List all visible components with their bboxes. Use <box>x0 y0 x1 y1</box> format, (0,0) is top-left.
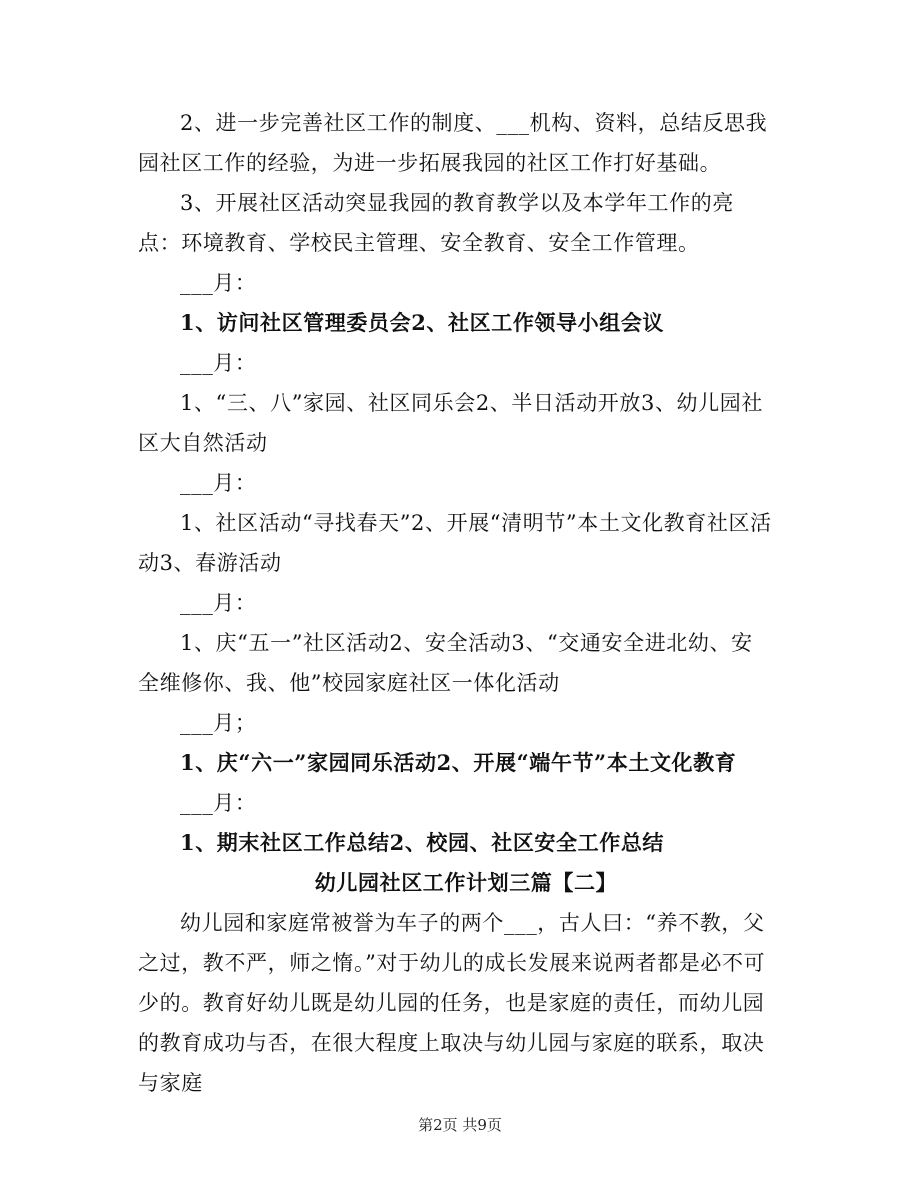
paragraph-plan-item-2: 2、进一步完善社区工作的制度、___机构、资料，总结反思我园社区工作的经验，为进一步拓展我园的社区工作打好基础。 <box>138 111 768 175</box>
month-label: ___月： <box>180 351 257 375</box>
month-activities: 1、访问社区管理委员会2、社区工作领导小组会议 <box>180 310 665 335</box>
month-label: ___月； <box>180 711 257 735</box>
month-activities: 1、庆“五一”社区活动2、安全活动3、“交通安全进北幼、安全维修你、我、他”校园家庭社区一体化活动 <box>138 631 753 695</box>
section-heading: 幼儿园社区工作计划三篇【二】 <box>314 870 618 895</box>
month-activities: 1、期末社区工作总结2、校园、社区安全工作总结 <box>180 830 665 855</box>
month-label: ___月： <box>180 471 257 495</box>
month-activities: 1、社区活动“寻找春天”2、开展“清明节”本土文化教育社区活动3、春游活动 <box>138 511 772 575</box>
paragraph-plan-item-3: 3、开展社区活动突显我园的教育教学以及本学年工作的亮点：环境教育、学校民主管理、安全教育、安全工作管理。 <box>138 191 734 255</box>
month-label: ___月： <box>180 791 257 815</box>
month-label: ___月： <box>180 591 257 615</box>
page-number-footer: 第2页 共9页 <box>418 1116 502 1134</box>
month-activities: 1、庆“六一”家园同乐活动2、开展“端午节”本土文化教育 <box>180 750 737 775</box>
month-label: ___月： <box>180 271 257 295</box>
intro-paragraph: 幼儿园和家庭常被誉为车子的两个___，古人曰：“养不教，父之过，教不严，师之惰。”对于幼儿的成长发展来说两者都是必不可少的。教育好幼儿既是幼儿园的任务，也是家庭的责任，而幼儿园的教育成功与否，在很大程度上取决与幼儿园与家庭的联系，取决与家庭 <box>138 911 766 1095</box>
month-activities: 1、“三、八”家园、社区同乐会2、半日活动开放3、幼儿园社区大自然活动 <box>138 391 763 455</box>
document-body <box>138 103 774 1103</box>
